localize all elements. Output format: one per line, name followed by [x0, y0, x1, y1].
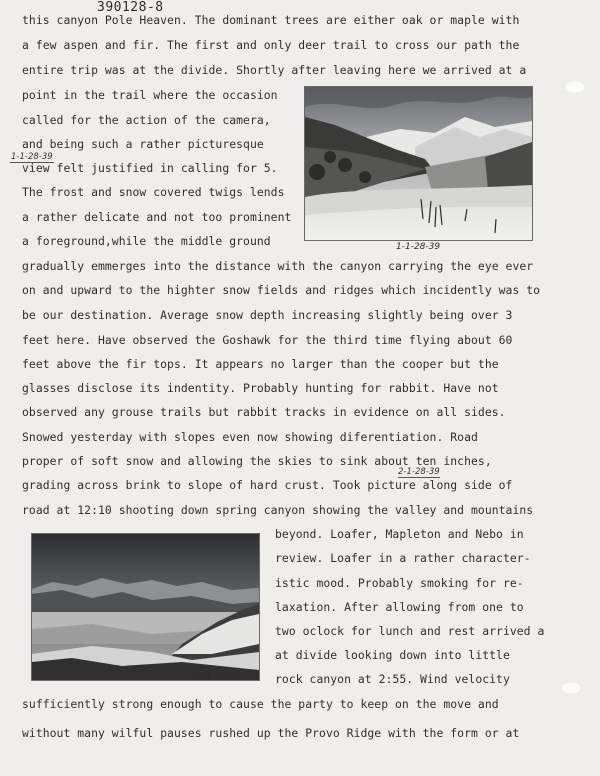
text-line: entire trip was at the divide. Shortly after leaving here we arrived at a: [22, 63, 527, 77]
text-line: The frost and snow covered twigs lends: [22, 185, 285, 199]
punch-hole: [560, 681, 582, 695]
text-line: and being such a rather picturesque: [22, 137, 264, 151]
text-line: view felt justified in calling for 5.: [22, 161, 278, 175]
text-line: istic mood. Probably smoking for re-: [275, 576, 524, 590]
text-line: a rather delicate and not too prominent: [22, 210, 292, 224]
text-line: review. Loafer in a rather character-: [275, 551, 531, 565]
text-line: a foreground,while the middle ground: [22, 234, 271, 248]
text-line: laxation. After allowing from one to: [275, 600, 524, 614]
text-line: grading across brink to slope of hard crust. Took picture along side of: [22, 478, 513, 492]
text-line: Snowed yesterday with slopes even now showing diferentiation. Road: [22, 430, 478, 444]
photo-valley-view: [31, 533, 260, 681]
punch-hole: [564, 80, 586, 94]
text-line: gradually emmerges into the distance with the canyon carrying the eye ever: [22, 259, 534, 273]
page-header-id: 390128-8: [97, 0, 164, 15]
text-line: road at 12:10 shooting down spring canyon showing the valley and mountains: [22, 503, 534, 517]
text-line: a few aspen and fir. The first and only deer trail to cross our path the: [22, 38, 520, 52]
text-line: sufficiently strong enough to cause the party to keep on the move and: [22, 697, 499, 711]
text-line: feet above the fir tops. It appears no larger than the cooper but the: [22, 357, 499, 371]
text-line: called for the action of the camera,: [22, 113, 271, 127]
text-line: glasses disclose its indentity. Probably hunting for rabbit. Have not: [22, 381, 499, 395]
text-line: be our destination. Average snow depth increasing slightly being over 3: [22, 308, 513, 322]
text-line: point in the trail where the occasion: [22, 88, 278, 102]
text-line: on and upward to the highter snow fields and ridges which incidently was to: [22, 283, 541, 297]
text-line: this canyon Pole Heaven. The dominant trees are either oak or maple with: [22, 13, 520, 27]
text-line: feet here. Have observed the Goshawk for the third time flying about 60: [22, 333, 513, 347]
text-line: rock canyon at 2:55. Wind velocity: [275, 672, 510, 686]
text-line: two oclock for lunch and rest arrived a: [275, 624, 545, 638]
text-line: observed any grouse trails but rabbit tracks in evidence on all sides.: [22, 405, 506, 419]
text-line: without many wilful pauses rushed up the Provo Ridge with the form or at: [22, 726, 520, 740]
text-line: beyond. Loafer, Mapleton and Nebo in: [275, 527, 524, 541]
text-line: proper of soft snow and allowing the skies to sink about ten inches,: [22, 454, 492, 468]
photo-caption: 1-1-28-39: [396, 242, 441, 252]
photo-snowy-canyon: [304, 86, 533, 241]
photo-caption: 2-1-28-39: [197, 673, 242, 683]
text-line: at divide looking down into little: [275, 648, 510, 662]
margin-annotation: 1-1-28-39: [11, 152, 53, 162]
inline-annotation: 2-1-28-39: [398, 467, 440, 477]
